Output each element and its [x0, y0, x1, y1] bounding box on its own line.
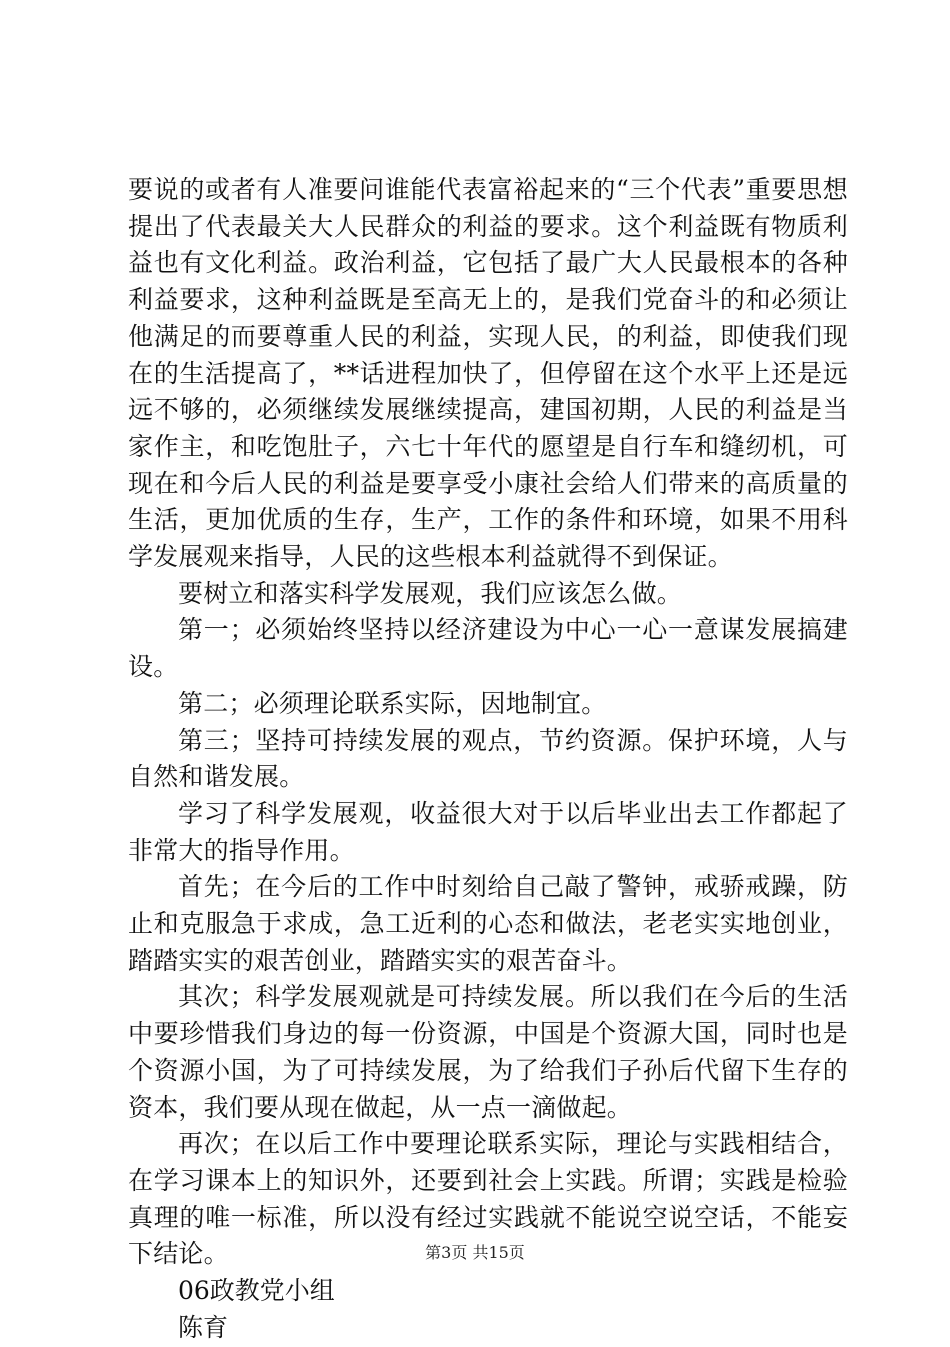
paragraph-3: 第一；必须始终坚持以经济建设为中心一心一意谋发展搞建设。: [128, 615, 848, 682]
document-body: [128, 172, 848, 1347]
paragraph-8: 其次；科学发展观就是可持续发展。所以我们在今后的生活中要珍惜我们身边的每一份资源，中国是个资源大国，同时也是个资源小国，为了可持续发展，为了给我们子孙后代留下生存的资本，我们要从现在做起，从一点一滴做起。: [128, 982, 848, 1122]
paragraph-7: 首先；在今后的工作中时刻给自己敲了警钟，戒骄戒躁，防止和克服急于求成，急工近利的心态和做法，老老实实地创业，踏踏实实的艰苦创业，踏踏实实的艰苦奋斗。: [128, 872, 848, 975]
paragraph-4: 第二；必须理论联系实际，因地制宜。: [178, 688, 607, 718]
paragraph-9: 再次；在以后工作中要理论联系实际，理论与实践相结合，在学习课本上的知识外，还要到社会上实践。所谓；实践是检验真理的唯一标准，所以没有经过实践就不能说空说空话，不能妄下结论。: [128, 1129, 848, 1269]
signature-group: 06政教党小组: [178, 1276, 335, 1306]
page-number-footer: 第3页 共15页: [425, 1243, 525, 1262]
paragraph-6: 学习了科学发展观，收益很大对于以后毕业出去工作都起了非常大的指导作用。: [128, 798, 848, 865]
paragraph-2: 要树立和落实科学发展观，我们应该怎么做。: [178, 578, 683, 608]
signature-name: 陈育: [178, 1312, 229, 1342]
paragraph-1: 要说的或者有人准要问谁能代表富裕起来的“三个代表”重要思想提出了代表最关大人民群众的利益的要求。这个利益既有物质利益也有文化利益。政治利益，它包括了最广大人民最根本的各种利益要求，这种利益既是至高无上的，是我们党奋斗的和必须让他满足的而要尊重人民的利益，实现人民，的利益，即使我们现在的生活提高了，**话进程加快了，但停留在这个水平上还是远远不够的，必须继续发展继续提高，建国初期，人民的利益是当家作主，和吃饱肚子，六七十年代的愿望是自行车和缝纫机，可现在和今后人民的利益是要享受小康社会给人们带来的高质量的生活，更加优质的生存，生产，工作的条件和环境，如果不用科学发展观来指导，人民的这些根本利益就得不到保证。: [128, 175, 848, 572]
paragraph-5: 第三；坚持可持续发展的观点，节约资源。保护环境，人与自然和谐发展。: [128, 725, 848, 792]
